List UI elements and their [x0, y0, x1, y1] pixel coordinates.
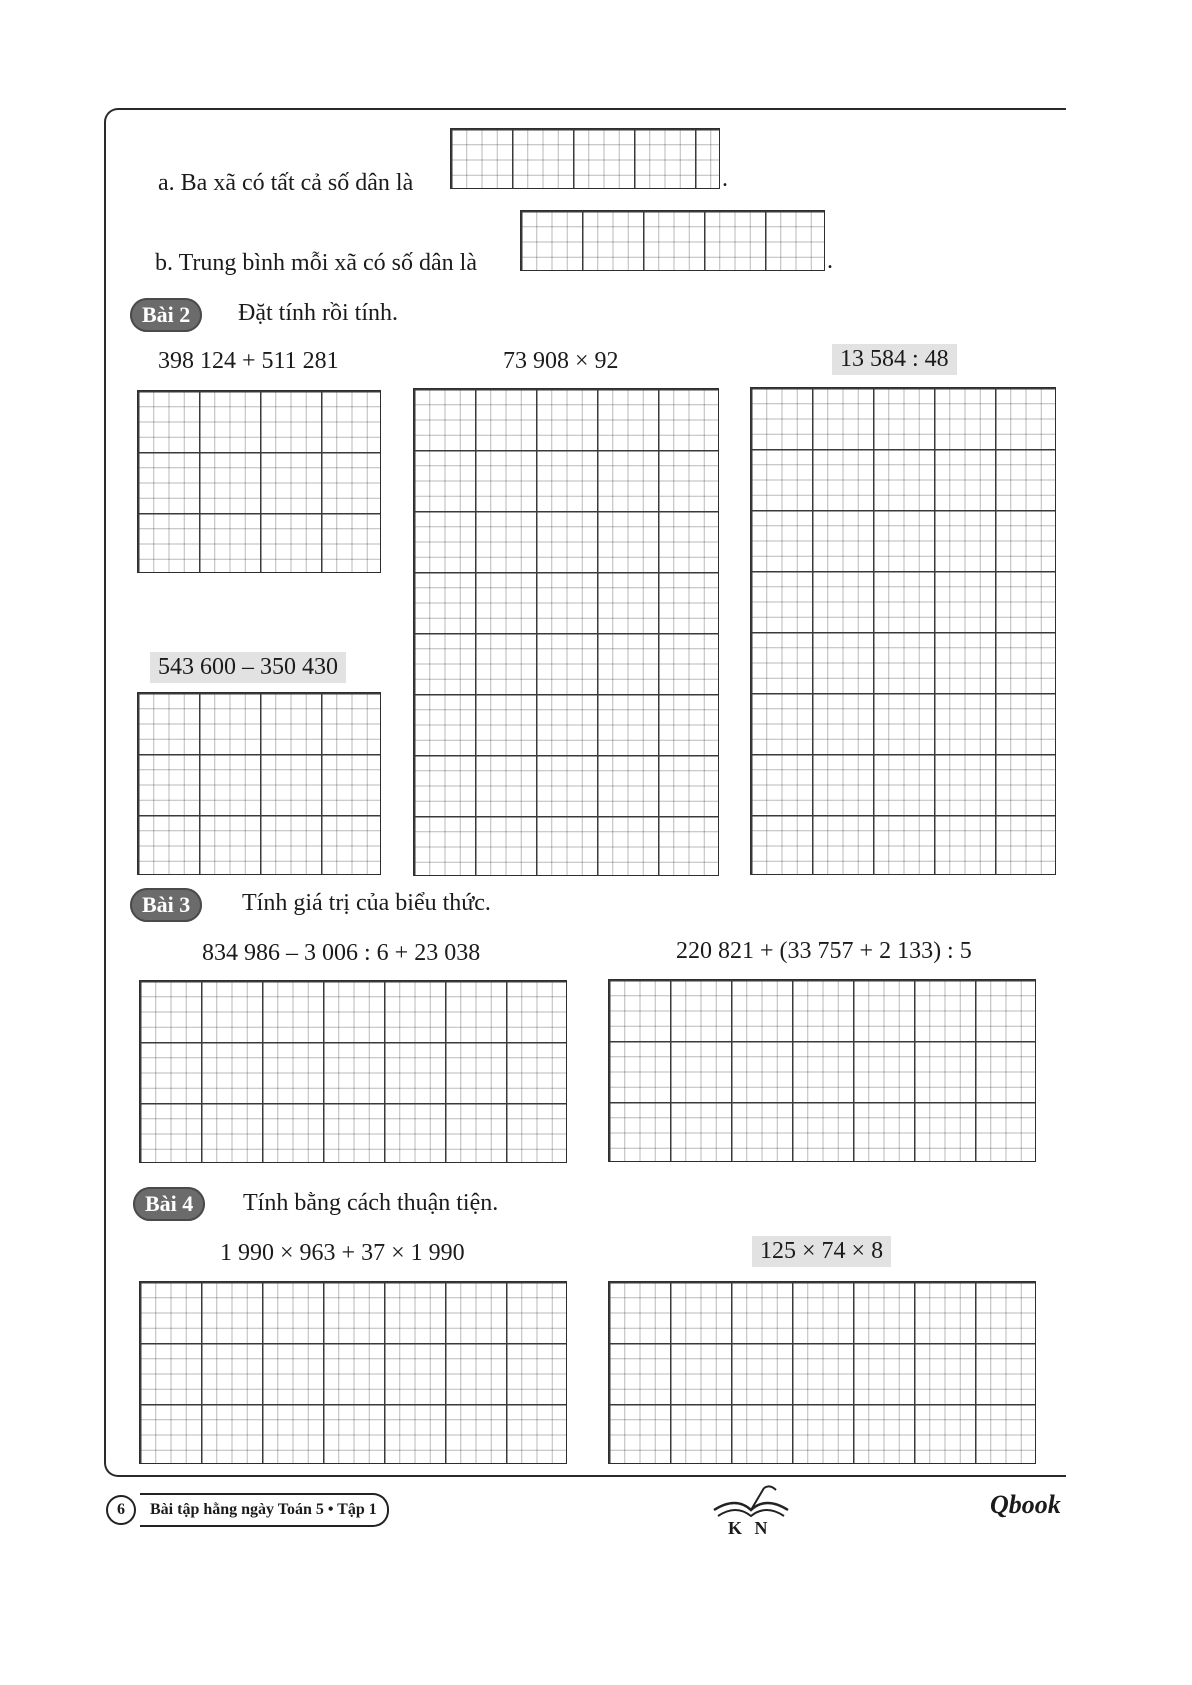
bai2-badge: Bài 2 [130, 298, 202, 332]
bai4-work-grid-2[interactable] [608, 1281, 1036, 1464]
bai2-work-grid-3[interactable] [750, 387, 1056, 875]
publisher-logo [706, 1480, 796, 1540]
bai2-expr1: 398 124 + 511 281 [158, 348, 339, 374]
page-number: 6 [106, 1495, 136, 1525]
bai2-expr2: 73 908 × 92 [503, 348, 619, 374]
bai2-work-grid-1[interactable] [137, 390, 381, 573]
part-b-answer-box[interactable] [520, 210, 825, 271]
bai2-work-grid-4[interactable] [137, 692, 381, 875]
bai3-badge: Bài 3 [130, 888, 202, 922]
brand-logo: Qbook [990, 1490, 1061, 1519]
part-a-label: a. Ba xã có tất cả số dân là [158, 170, 414, 196]
bai3-expr1: 834 986 – 3 006 : 6 + 23 038 [202, 940, 481, 966]
bai4-badge: Bài 4 [133, 1187, 205, 1221]
bai3-work-grid-2[interactable] [608, 979, 1036, 1162]
bai2-work-grid-2[interactable] [413, 388, 719, 876]
bai2-expr3: 13 584 : 48 [832, 344, 957, 375]
part-a-period: . [722, 166, 728, 192]
bai4-title: Tính bằng cách thuận tiện. [243, 1190, 499, 1216]
publisher-mark: K N [728, 1518, 772, 1538]
bai3-expr2: 220 821 + (33 757 + 2 133) : 5 [676, 938, 972, 964]
bai4-expr2: 125 × 74 × 8 [752, 1236, 891, 1267]
bai3-title: Tính giá trị của biểu thức. [242, 890, 491, 916]
part-b-period: . [827, 248, 833, 274]
footer-book-title: Bài tập hằng ngày Toán 5 • Tập 1 [140, 1493, 389, 1527]
part-b-label: b. Trung bình mỗi xã có số dân là [155, 250, 477, 276]
bai2-expr4: 543 600 – 350 430 [150, 652, 346, 683]
bai4-expr1: 1 990 × 963 + 37 × 1 990 [220, 1240, 465, 1266]
bai2-title: Đặt tính rồi tính. [238, 300, 398, 326]
bai3-work-grid-1[interactable] [139, 980, 567, 1163]
part-a-answer-box[interactable] [450, 128, 720, 189]
bai4-work-grid-1[interactable] [139, 1281, 567, 1464]
